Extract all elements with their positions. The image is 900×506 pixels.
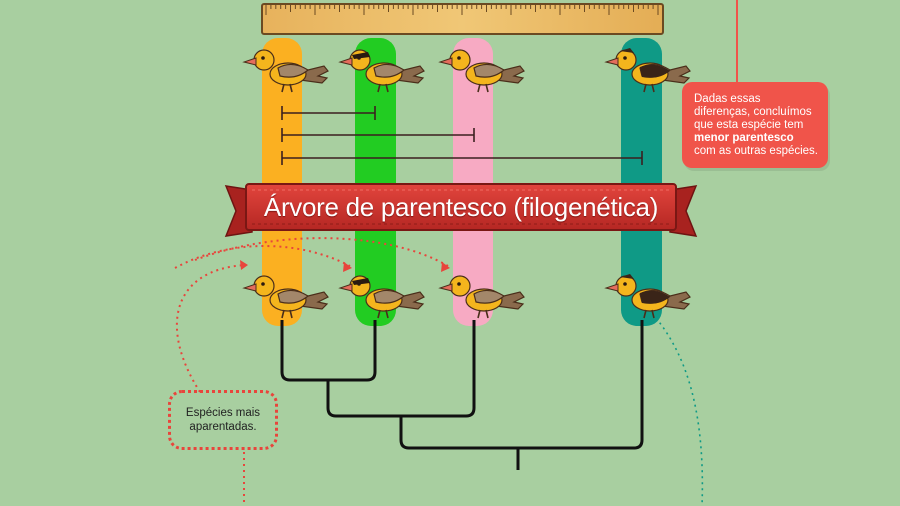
info-text-before: Dadas essas diferenças, concluímos que esta espécie tem xyxy=(694,93,812,131)
phylogenetic-tree xyxy=(282,320,642,470)
note-callout xyxy=(168,390,278,450)
teal-connector xyxy=(656,318,702,506)
info-text-bold: menor parentesco xyxy=(694,132,794,144)
diagram-title: Árvore de parentesco (filogenética) xyxy=(263,191,659,222)
info-text-after: com as outras espécies. xyxy=(694,145,819,157)
info-callout xyxy=(682,82,828,168)
ruler xyxy=(262,4,663,34)
relation-arrows xyxy=(175,238,448,392)
note-text: Espécies mais aparentadas. xyxy=(185,407,261,433)
